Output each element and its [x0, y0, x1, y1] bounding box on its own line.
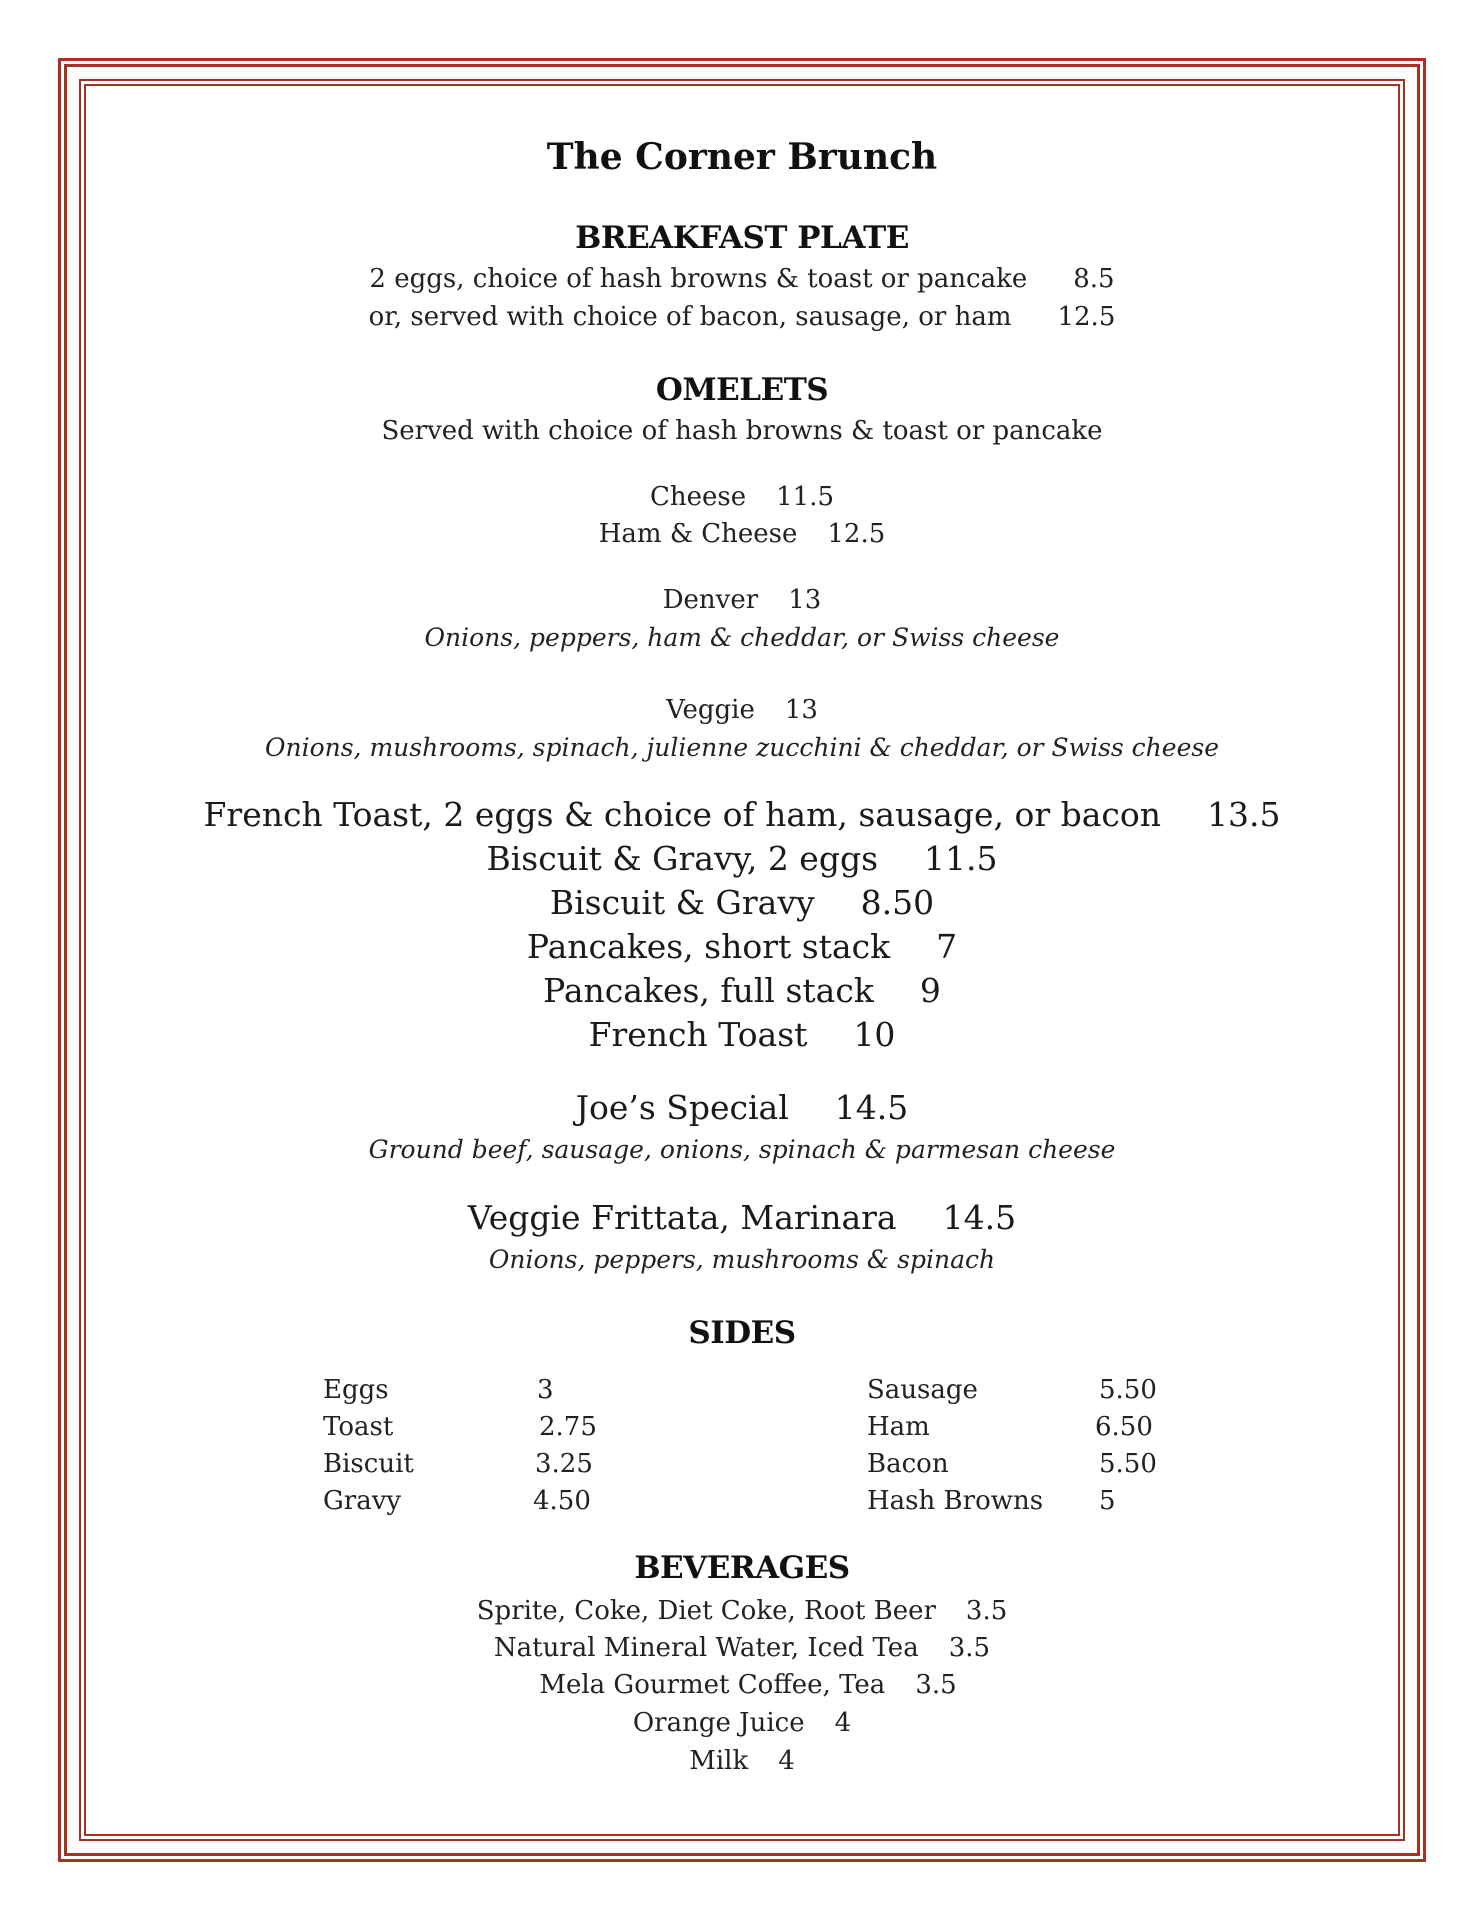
side-item — [867, 1449, 1157, 1479]
special-description: Onions, peppers, mushrooms & spinach — [488, 1245, 996, 1274]
omelet-description: Onions, mushrooms, spinach, julienne zucchini & cheddar, or Swiss cheese — [264, 733, 1220, 762]
omelet-item — [0, 695, 1484, 725]
main-item — [0, 883, 1484, 922]
item-price: 8.50 — [860, 883, 935, 922]
menu-title: The Corner Brunch — [546, 136, 938, 178]
item-price: 3.5 — [915, 1670, 957, 1700]
item-price: 14.5 — [942, 1198, 1017, 1237]
side-item — [323, 1486, 591, 1516]
item-label: French Toast, 2 eggs & choice of ham, sausage, or bacon — [203, 795, 1161, 834]
sides-left-column — [323, 1375, 623, 1535]
item-price: 6.50 — [1095, 1412, 1153, 1442]
item-label: Biscuit — [323, 1449, 414, 1479]
item-label: Denver — [662, 585, 759, 615]
beverage-item — [0, 1633, 1484, 1663]
special-description: Ground beef, sausage, onions, spinach & parmesan cheese — [368, 1135, 1116, 1164]
item-label: Pancakes, full stack — [543, 971, 874, 1010]
side-item — [867, 1375, 1157, 1405]
main-item — [0, 927, 1484, 966]
item-price: 11.5 — [924, 839, 998, 878]
item-price: 8.5 — [1073, 264, 1115, 294]
breakfast-plate-item — [0, 264, 1484, 294]
item-price: 5.50 — [1099, 1375, 1157, 1405]
item-label: Mela Gourmet Coffee, Tea — [539, 1670, 886, 1700]
special-item — [0, 1198, 1484, 1237]
omelets-note: Served with choice of hash browns & toast or pancake — [381, 416, 1103, 446]
item-label: Cheese — [649, 482, 747, 512]
breakfast-plate-item — [0, 302, 1484, 332]
item-price: 3.25 — [535, 1449, 593, 1479]
beverage-item — [0, 1746, 1484, 1776]
item-price: 11.5 — [776, 482, 835, 512]
item-label: Natural Mineral Water, Iced Tea — [493, 1633, 919, 1663]
omelet-item — [0, 585, 1484, 615]
beverage-item — [0, 1596, 1484, 1626]
omelet-item — [0, 482, 1484, 512]
section-heading-beverages: BEVERAGES — [634, 1550, 850, 1586]
item-label: Biscuit & Gravy, 2 eggs — [486, 839, 879, 878]
item-label: Ham — [867, 1412, 930, 1442]
main-item — [0, 1015, 1484, 1054]
side-item — [867, 1412, 1153, 1442]
item-label: Ham & Cheese — [598, 519, 798, 549]
item-label: Veggie — [666, 695, 755, 725]
item-price: 4 — [834, 1708, 852, 1738]
main-item — [0, 795, 1484, 834]
item-label: Gravy — [323, 1486, 402, 1516]
side-item — [323, 1449, 593, 1479]
item-price: 13.5 — [1206, 795, 1281, 834]
item-price: 7 — [936, 927, 958, 966]
section-heading-omelets: OMELETS — [655, 372, 829, 408]
item-price: 4.50 — [533, 1486, 591, 1516]
item-label: Veggie Frittata, Marinara — [467, 1198, 897, 1237]
item-price: 5 — [1099, 1486, 1116, 1516]
item-price: 12.5 — [827, 519, 886, 549]
omelet-item — [0, 519, 1484, 549]
item-label: Orange Juice — [632, 1708, 805, 1738]
item-label: Biscuit & Gravy — [549, 883, 815, 922]
main-item — [0, 971, 1484, 1010]
item-price: 13 — [788, 585, 822, 615]
item-label: Eggs — [323, 1375, 389, 1405]
special-item — [0, 1088, 1484, 1127]
item-price: 3 — [537, 1375, 554, 1405]
side-item — [323, 1412, 597, 1442]
item-price: 9 — [919, 971, 941, 1010]
main-item — [0, 839, 1484, 878]
beverage-item — [0, 1708, 1484, 1738]
item-label: Pancakes, short stack — [526, 927, 891, 966]
item-label: Milk — [689, 1746, 749, 1776]
section-heading-breakfast-plate: BREAKFAST PLATE — [575, 220, 909, 256]
item-price: 2.75 — [539, 1412, 597, 1442]
item-price: 3.5 — [948, 1633, 991, 1663]
side-item — [323, 1375, 554, 1405]
item-price: 12.5 — [1057, 302, 1116, 332]
side-item — [867, 1486, 1116, 1516]
item-label: Sausage — [867, 1375, 978, 1405]
item-label: or, served with choice of bacon, sausage, or ham — [368, 302, 1012, 332]
item-label: 2 eggs, choice of hash browns & toast or pancake — [369, 264, 1028, 294]
item-label: Bacon — [867, 1449, 949, 1479]
item-label: Hash Browns — [867, 1486, 1044, 1516]
item-price: 4 — [778, 1746, 795, 1776]
section-heading-sides: SIDES — [688, 1315, 796, 1351]
item-label: Toast — [323, 1412, 394, 1442]
item-price: 3.5 — [965, 1596, 1008, 1626]
sides-right-column — [867, 1375, 1187, 1535]
item-label: Sprite, Coke, Diet Coke, Root Beer — [476, 1596, 936, 1626]
item-label: French Toast — [588, 1015, 808, 1054]
omelet-description: Onions, peppers, ham & cheddar, or Swiss cheese — [424, 623, 1060, 652]
item-price: 14.5 — [834, 1088, 909, 1127]
item-price: 13 — [784, 695, 818, 725]
item-price: 10 — [853, 1015, 896, 1054]
item-price: 5.50 — [1099, 1449, 1157, 1479]
beverage-item — [0, 1670, 1484, 1700]
item-label: Joe’s Special — [575, 1088, 789, 1127]
